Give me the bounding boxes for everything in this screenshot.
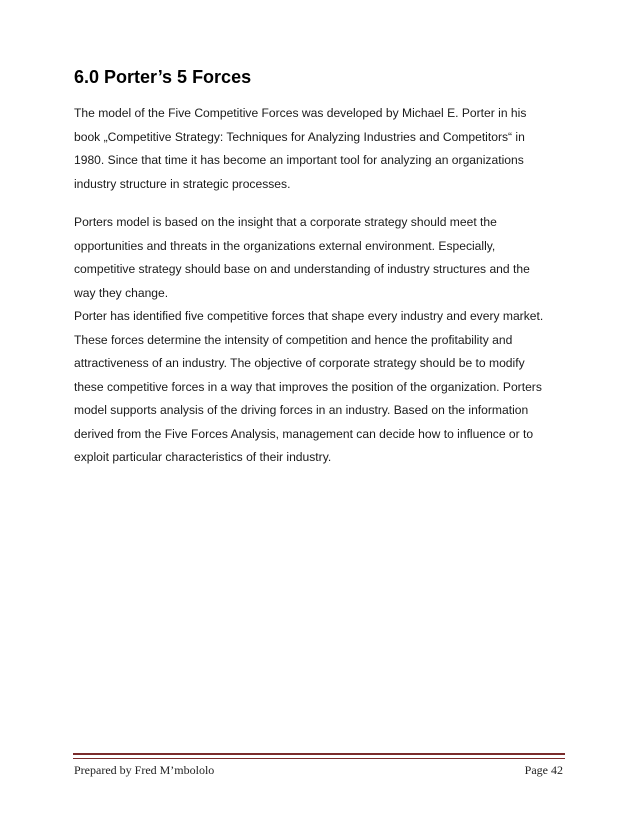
paragraph-line: These forces determine the intensity of competition and hence the profitability and xyxy=(74,332,513,347)
paragraph-line: book „Competitive Strategy: Techniques for Analyzing Industries and Competitors“ in xyxy=(74,129,525,144)
paragraph-line: attractiveness of an industry. The objective of corporate strategy should be to modify xyxy=(74,356,525,370)
paragraph-line: Porters model is based on the insight that a corporate strategy should meet the xyxy=(74,215,497,229)
paragraph-line: industry structure in strategic processes. xyxy=(74,176,291,191)
paragraph-line: 1980. Since that time it has become an important tool for analyzing an organizations xyxy=(74,153,524,167)
footer-divider-thin xyxy=(73,758,565,759)
paragraph-line: model supports analysis of the driving forces in an industry. Based on the information xyxy=(74,403,529,417)
paragraph-line: opportunities and threats in the organizations external environment. Especially, xyxy=(74,238,496,253)
paragraph-intro xyxy=(74,102,568,196)
footer-page-number: Page 42 xyxy=(524,763,563,777)
paragraph-line: way they change. xyxy=(74,285,169,300)
footer-divider xyxy=(73,753,565,755)
section-heading: 6.0 Porter’s 5 Forces xyxy=(74,67,252,87)
paragraph-line: derived from the Five Forces Analysis, management can decide how to influence or to xyxy=(74,426,534,441)
paragraph-line: exploit particular characteristics of their industry. xyxy=(74,450,332,464)
paragraph-line: The model of the Five Competitive Forces was developed by Michael E. Porter in his xyxy=(74,106,527,120)
footer-author: Prepared by Fred M’mbololo xyxy=(74,763,215,777)
paragraph-line: Porter has identified five competitive forces that shape every industry and every market. xyxy=(74,309,544,323)
paragraph-line: competitive strategy should base on and understanding of industry structures and the xyxy=(74,262,530,276)
paragraph-porters-model xyxy=(74,211,568,470)
paragraph-line: these competitive forces in a way that improves the position of the organization. Porters xyxy=(74,379,542,394)
